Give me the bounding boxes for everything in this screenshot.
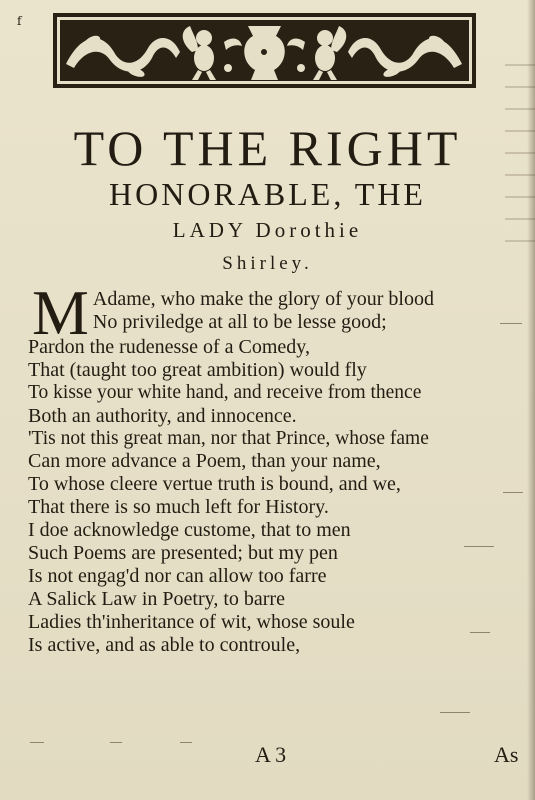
- verse-line: That there is so much left for History.: [28, 496, 329, 519]
- verse-line: Can more advance a Poem, than your name,: [28, 450, 381, 473]
- print-speck: [503, 492, 523, 493]
- drop-cap: M: [32, 277, 89, 348]
- print-speck: [500, 323, 522, 324]
- verse-line: 'Tis not this great man, nor that Prince, whose fame: [28, 427, 429, 449]
- print-speck: [470, 632, 490, 633]
- title-line-4: Shirley.: [222, 253, 313, 274]
- title-line-1: TO THE RIGHT: [73, 120, 462, 176]
- title-line-2: HONORABLE, THE: [109, 176, 426, 212]
- folio-mark: f: [17, 14, 22, 28]
- print-speck: [30, 742, 44, 743]
- ornament-headpiece-icon: [52, 12, 477, 89]
- gutter-shadow: [527, 0, 535, 800]
- verse-line: Is not engag'd nor can allow too farre: [28, 564, 327, 587]
- verse-line: No priviledge at all to be lesse good;: [92, 310, 387, 333]
- verse-line: Is active, and as able to controule,: [28, 633, 301, 656]
- print-speck: [440, 712, 470, 713]
- print-speck: [110, 742, 122, 743]
- verse-line: Such Poems are presented; but my pen: [28, 542, 338, 565]
- print-speck: [180, 742, 192, 743]
- verse-line: I doe acknowledge custome, that to men: [28, 519, 351, 542]
- verse-line: That (taught too great ambition) would fly: [28, 358, 367, 381]
- print-speck: [464, 546, 494, 547]
- signature-mark: A 3: [255, 742, 287, 767]
- verse-line: To kisse your white hand, and receive from thence: [28, 381, 422, 403]
- verse-line: Pardon the rudenesse of a Comedy,: [28, 336, 310, 358]
- title-line-3: LADY Dorothie: [172, 218, 363, 242]
- verse-line: Adame, who make the glory of your blood: [92, 288, 434, 310]
- verse-line: A Salick Law in Poetry, to barre: [28, 587, 285, 610]
- catchword: As: [494, 742, 519, 767]
- verse-block: [28, 277, 528, 656]
- verse-line: Ladies th'inheritance of wit, whose soule: [28, 610, 355, 633]
- verse-line: Both an authority, and innocence.: [28, 404, 297, 427]
- verse-line: To whose cleere vertue truth is bound, and we,: [28, 473, 401, 496]
